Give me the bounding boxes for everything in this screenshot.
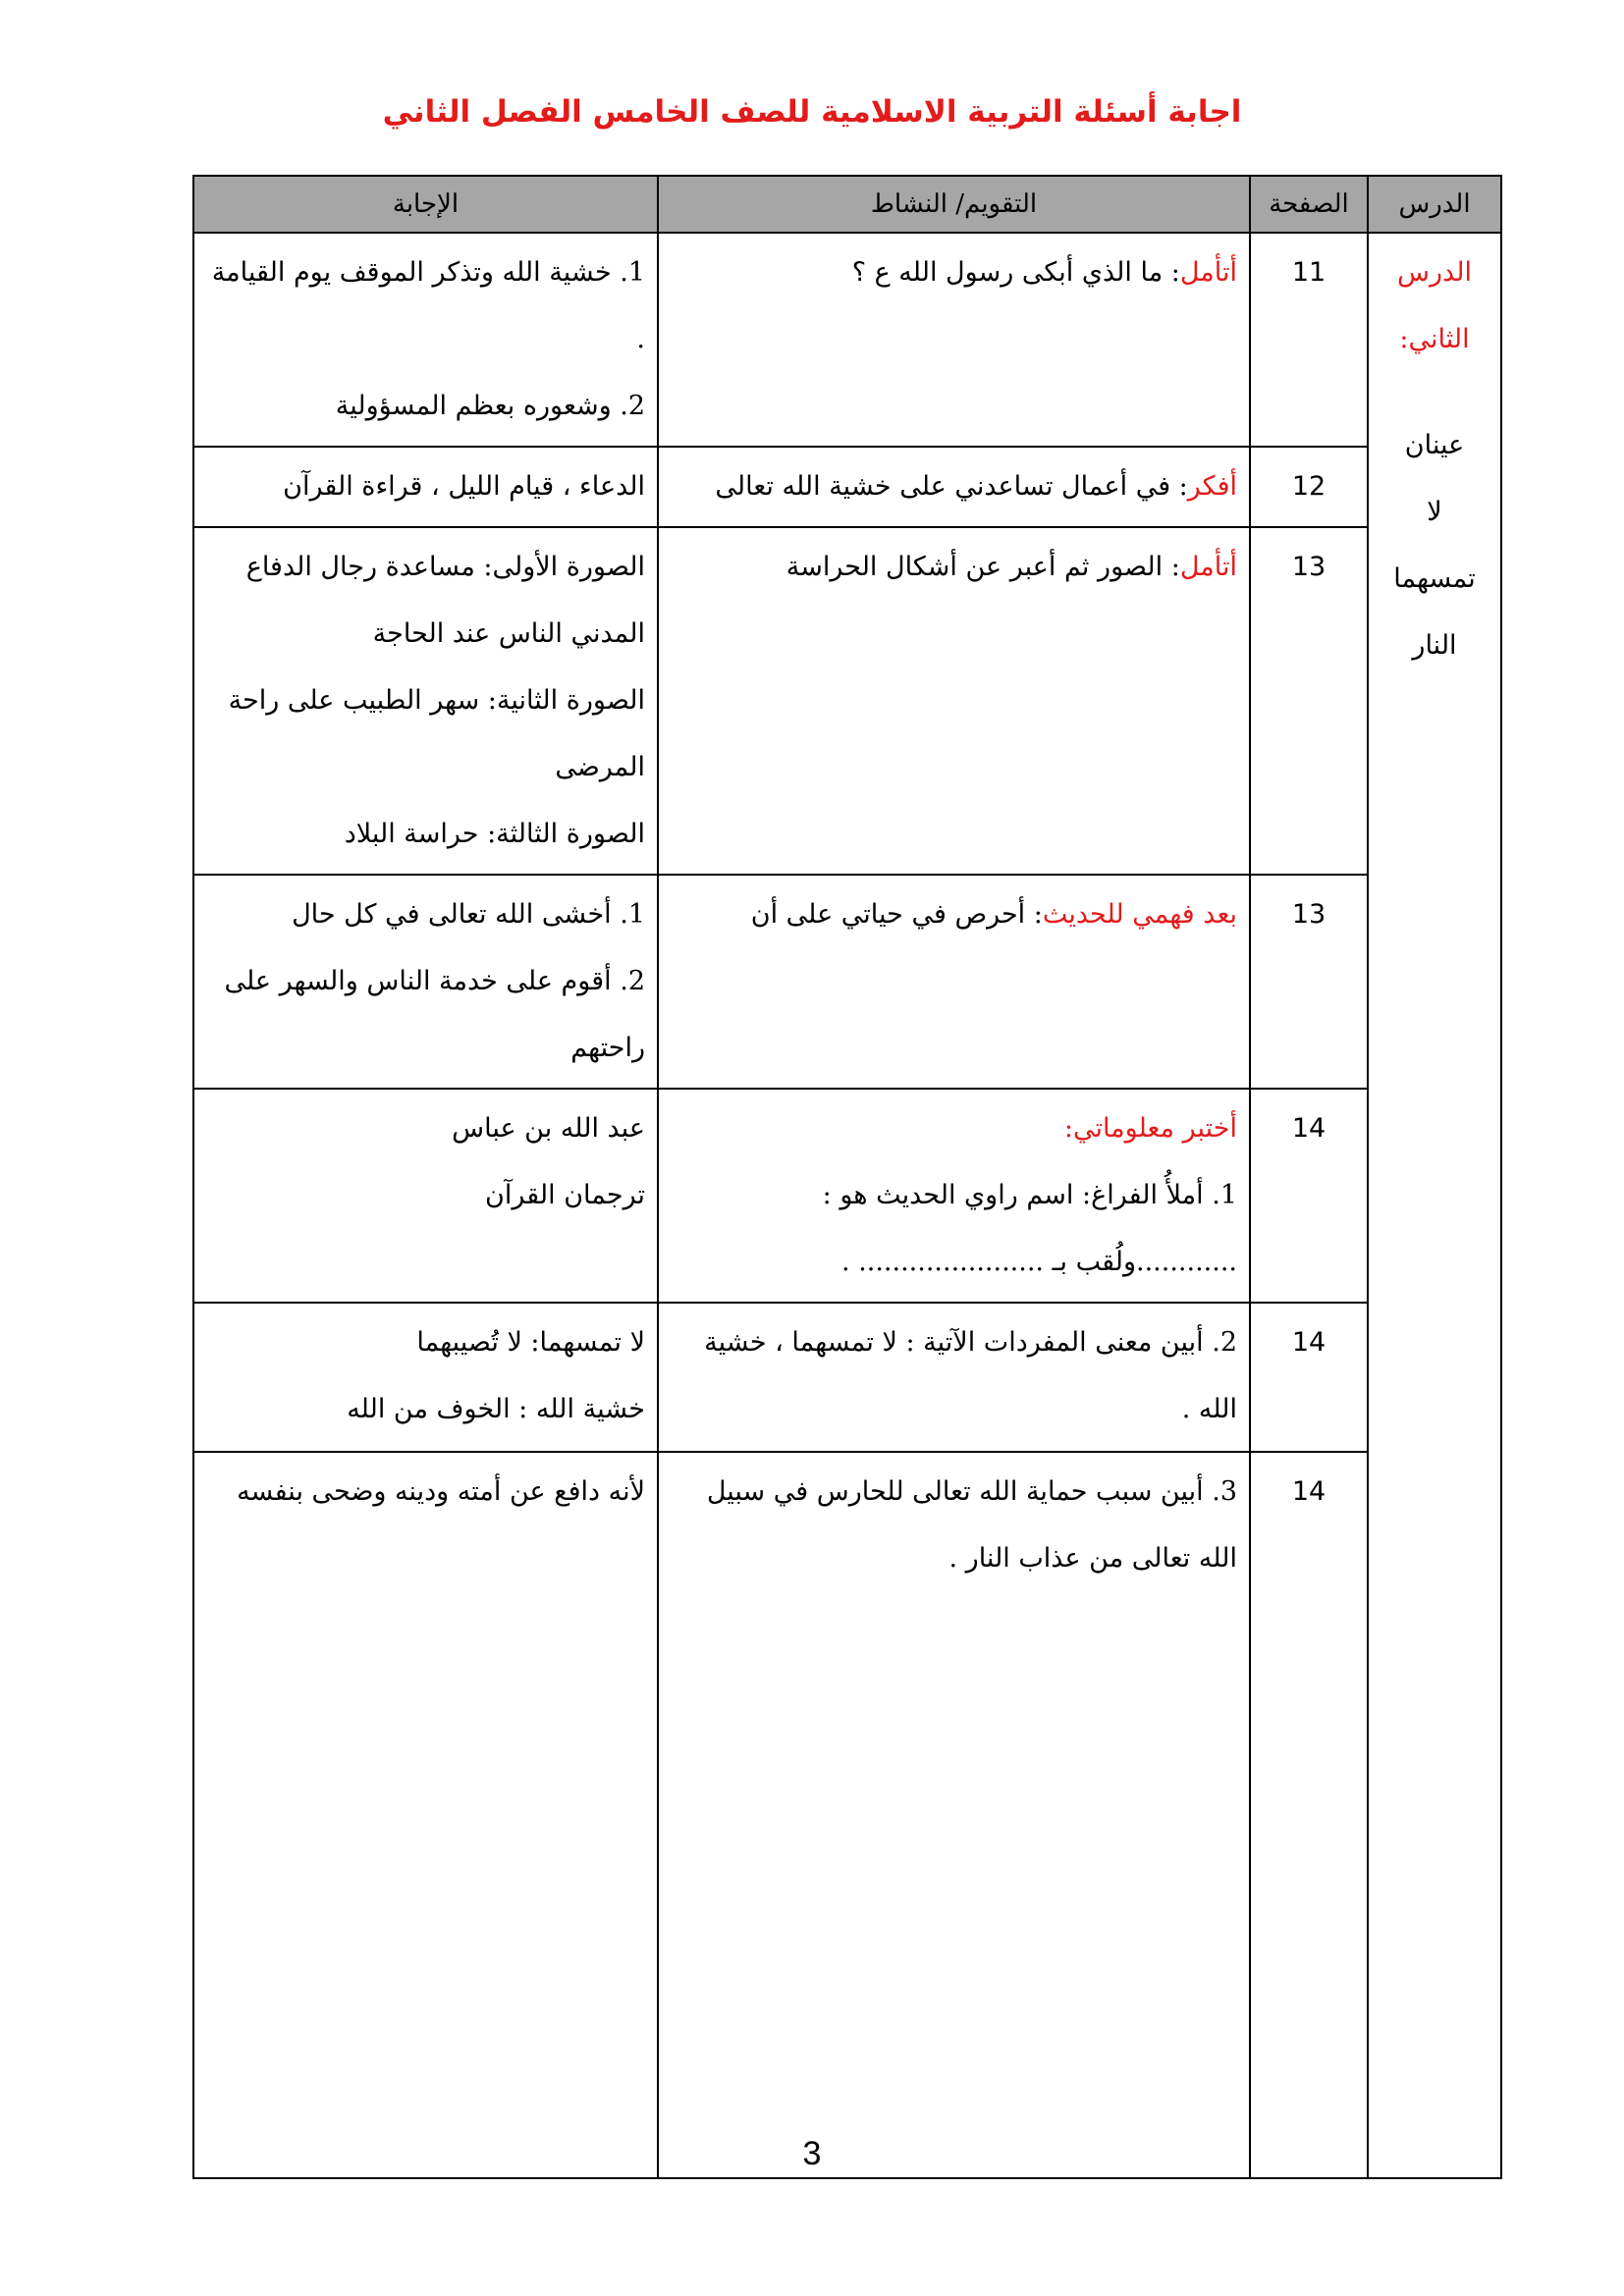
activity-cell bbox=[658, 875, 1250, 1089]
answer-line: ترجمان القرآن bbox=[485, 1180, 645, 1210]
header-page: الصفحة bbox=[1250, 176, 1368, 233]
activity-line: الله . bbox=[1181, 1394, 1237, 1424]
table-row bbox=[193, 447, 1501, 527]
answer-line: 1. خشية الله وتذكر الموقف يوم القيامة bbox=[211, 257, 645, 288]
activity-text: : الصور ثم أعبر عن أشكال الحراسة bbox=[785, 552, 1180, 582]
table-header-row bbox=[193, 176, 1501, 233]
lesson-cell bbox=[1368, 233, 1501, 2178]
activity-line: الله تعالى من عذاب النار . bbox=[948, 1543, 1237, 1574]
activity-keyword: أفكر bbox=[1187, 471, 1237, 502]
answer-line: المرضى bbox=[555, 752, 645, 782]
header-answer: الإجابة bbox=[193, 176, 658, 233]
table-row bbox=[193, 1452, 1501, 2178]
answer-cell bbox=[193, 447, 658, 527]
activity-text: : ما الذي أبكى رسول الله ع ؟ bbox=[851, 257, 1180, 288]
page-number: 3 bbox=[802, 2135, 822, 2172]
answer-cell bbox=[193, 233, 658, 447]
lesson-title: عينان لا تمسهما النار bbox=[1393, 430, 1476, 661]
answer-line: خشية الله : الخوف من الله bbox=[347, 1394, 645, 1424]
activity-keyword: أختبر معلوماتي: bbox=[1063, 1113, 1237, 1144]
answer-line: 2. أقوم على خدمة الناس والسهر على bbox=[224, 966, 645, 996]
table-row bbox=[193, 1303, 1501, 1452]
activity-text: : أحرص في حياتي على أن bbox=[750, 899, 1043, 930]
activity-cell bbox=[658, 1303, 1250, 1452]
answer-line: الصورة الثانية: سهر الطبيب على راحة bbox=[228, 685, 645, 716]
answer-cell bbox=[193, 875, 658, 1089]
activity-keyword: بعد فهمي للحديث bbox=[1042, 899, 1237, 930]
table-row bbox=[193, 233, 1501, 447]
answer-line: راحتهم bbox=[570, 1033, 645, 1063]
page-number-cell: 14 bbox=[1250, 1303, 1368, 1452]
answer-line: . bbox=[636, 324, 645, 354]
activity-line: 2. أبين معنى المفردات الآتية : لا تمسهما ، خشية bbox=[704, 1327, 1237, 1358]
table-row bbox=[193, 875, 1501, 1089]
table-row bbox=[193, 527, 1501, 875]
page-number-cell: 13 bbox=[1250, 527, 1368, 875]
answer-cell bbox=[193, 1303, 658, 1452]
activity-keyword: أتأمل bbox=[1179, 257, 1237, 288]
page-number-cell: 14 bbox=[1250, 1452, 1368, 2178]
answer-cell bbox=[193, 527, 658, 875]
answer-cell bbox=[193, 1089, 658, 1303]
answer-line: لا تمسهما: لا تُصيبهما bbox=[416, 1327, 645, 1358]
answer-line: الدعاء ، قيام الليل ، قراءة القرآن bbox=[283, 471, 645, 502]
header-lesson: الدرس bbox=[1368, 176, 1501, 233]
activity-cell bbox=[658, 447, 1250, 527]
activity-line: 3. أبين سبب حماية الله تعالى للحارس في سبيل bbox=[706, 1476, 1237, 1507]
page-number-cell: 13 bbox=[1250, 875, 1368, 1089]
answer-line: الصورة الثالثة: حراسة البلاد bbox=[344, 819, 645, 849]
activity-cell bbox=[658, 1089, 1250, 1303]
activity-line: ............ولُقب بـ ...................... . bbox=[841, 1247, 1237, 1277]
lesson-label: الدرس الثاني: bbox=[1397, 257, 1472, 354]
page-number-cell: 11 bbox=[1250, 233, 1368, 447]
answer-line: عبد الله بن عباس bbox=[452, 1113, 645, 1144]
answer-line: 2. وشعوره بعظم المسؤولية bbox=[335, 391, 645, 421]
activity-text: : في أعمال تساعدني على خشية الله تعالى bbox=[715, 471, 1188, 502]
page-number-cell: 14 bbox=[1250, 1089, 1368, 1303]
activity-cell bbox=[658, 233, 1250, 447]
header-activity: التقويم/ النشاط bbox=[658, 176, 1250, 233]
page-title: اجابة أسئلة التربية الاسلامية للصف الخامس الفصل الثاني bbox=[382, 94, 1242, 130]
activity-cell bbox=[658, 1452, 1250, 2178]
activity-cell bbox=[658, 527, 1250, 875]
answer-line: الصورة الأولى: مساعدة رجال الدفاع bbox=[245, 552, 645, 582]
page-number-cell: 12 bbox=[1250, 447, 1368, 527]
activity-line: 1. أملأُ الفراغ: اسم راوي الحديث هو : bbox=[822, 1180, 1237, 1210]
answer-line: المدني الناس عند الحاجة bbox=[372, 618, 645, 649]
answers-table bbox=[192, 175, 1502, 2179]
answer-cell bbox=[193, 1452, 658, 2178]
answer-line: لأنه دافع عن أمته ودينه وضحى بنفسه bbox=[237, 1476, 645, 1507]
table-row bbox=[193, 1089, 1501, 1303]
activity-keyword: أتأمل bbox=[1179, 552, 1237, 582]
answer-line: 1. أخشى الله تعالى في كل حال bbox=[292, 899, 645, 930]
